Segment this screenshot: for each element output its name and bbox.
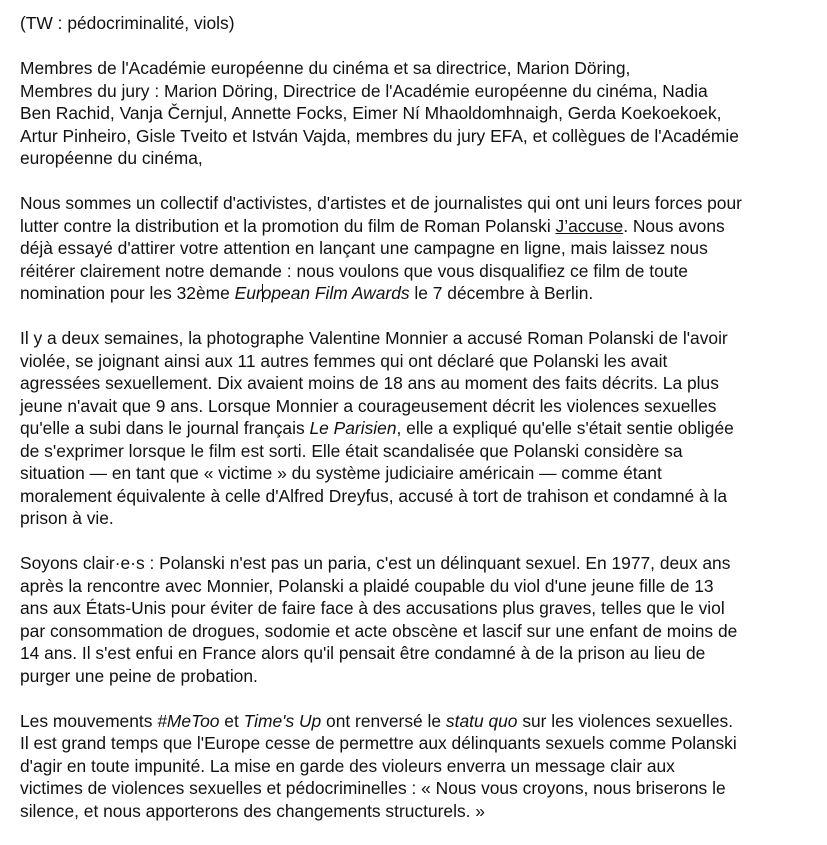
text-run: qu'elle a subi dans le journal français [20, 418, 310, 438]
text-run: . Nous avons [623, 215, 725, 236]
paragraph-line: 14 ans. Il s'est enfui en France alors qu'il pensait être condamné à de la prison au lieu de [20, 643, 706, 663]
text-run: , elle a expliqué qu'elle s'était sentie obligée [396, 418, 734, 438]
facts-paragraph [20, 552, 820, 687]
accusation-paragraph [20, 327, 820, 530]
salutation-line: Membres de l'Académie européenne du cinéma et sa directrice, Marion Döring, [20, 58, 631, 78]
text-run: lutter contre la distribution et la promotion du film de Roman Polanski [20, 215, 556, 236]
trigger-warning-text: (TW : pédocriminalité, viols) [20, 13, 235, 33]
paragraph-line: prison à vie. [20, 508, 114, 528]
paragraph-line: Nous sommes un collectif d'activistes, d'artistes et de journalistes qui ont uni leurs forces pour [20, 193, 742, 213]
paragraph-line [20, 215, 820, 238]
paragraph-line: victimes de violences sexuelles et pédocriminelles : « Nous vous croyons, nous briserons le [20, 778, 726, 798]
salutation-line: Ben Rachid, Vanja Černjul, Annette Focks, Eimer Ní Mhaoldomhnaigh, Gerda Koekoekoek, [20, 103, 722, 123]
film-title-link[interactable]: J’accuse [555, 215, 624, 236]
paragraph-line [20, 710, 820, 733]
paragraph-line [20, 282, 820, 305]
text-run: Les mouvements [20, 710, 158, 731]
newspaper-name: Le Parisien [309, 418, 397, 438]
demand-paragraph [20, 192, 820, 305]
latin-phrase: statu quo [445, 710, 518, 731]
salutation-line: européenne du cinéma, [20, 148, 203, 168]
paragraph-line: Il est grand temps que l'Europe cesse de permettre aux délinquants sexuels comme Polanski [20, 733, 737, 753]
text-run: nomination pour les 32ème [20, 283, 235, 303]
paragraph-line: de s'exprimer lorsque le film est sorti. Elle était scandalisée que Polanski considère sa [20, 440, 683, 461]
paragraph-line: d'agir en toute impunité. La mise en garde des violeurs enverra un message clair aux [20, 755, 675, 776]
paragraph-line: Soyons clair·e·s : Polanski n'est pas un paria, c'est un délinquant sexuel. En 1977, deux ans [20, 553, 731, 573]
paragraph-line: moralement équivalente à celle d'Alfred Dreyfus, accusé à tort de trahison et condamné à la [20, 485, 728, 506]
paragraph-line: après la rencontre avec Monnier, Polanski a plaidé coupable du viol d'une jeune fille de 13 [20, 575, 714, 596]
paragraph-line [20, 417, 820, 440]
paragraph-line: agressées sexuellement. Dix avaient moins de 18 ans au moment des faits décrits. La plus [20, 373, 719, 393]
award-name-part: opean Film Awards [261, 283, 410, 303]
paragraph-line: par consommation de drogues, sodomie et acte obscène et lascif sur une enfant de moins de [20, 620, 738, 641]
trigger-warning [20, 12, 820, 35]
paragraph-line: réitérer clairement notre demande : nous voulons que vous disqualifiez ce film de toute [20, 260, 688, 281]
salutation-line: Artur Pinheiro, Gisle Tveito et István Vajda, membres du jury EFA, et collègues de l'Académie [20, 125, 739, 146]
letter-document [20, 12, 820, 845]
paragraph-line: purger une peine de probation. [20, 665, 258, 686]
paragraph-line: déjà essayé d'attirer votre attention en lançant une campagne en ligne, mais laissez nous [20, 238, 708, 258]
text-run: ont renversé le [321, 710, 446, 731]
paragraph-line: Il y a deux semaines, la photographe Valentine Monnier a accusé Roman Polanski de l'avoir [20, 328, 728, 348]
paragraph-line: ans aux États-Unis pour éviter de faire face à des accusations plus graves, telles que le viol [20, 598, 725, 618]
text-run: et [219, 710, 244, 731]
paragraph-line: situation — en tant que « victime » du système judiciaire américain — comme étant [20, 463, 662, 483]
text-run: le 7 décembre à Berlin. [409, 283, 594, 303]
conclusion-paragraph [20, 710, 820, 823]
paragraph-line: jeune n'avait que 9 ans. Lorsque Monnier a courageusement décrit les violences sexuelles [20, 395, 717, 416]
salutation-paragraph [20, 57, 820, 170]
paragraph-line: violée, se joignant ainsi aux 11 autres femmes qui ont déclaré que Polanski les avait [20, 350, 668, 371]
movement-name: Time's Up [243, 710, 322, 731]
award-name-part: Eur [234, 283, 262, 303]
text-run: sur les violences sexuelles. [517, 710, 734, 731]
movement-name: #MeToo [157, 710, 220, 731]
salutation-line: Membres du jury : Marion Döring, Directrice de l'Académie européenne du cinéma, Nadia [20, 80, 708, 101]
paragraph-line: silence, et nous apporterons des changements structurels. » [20, 800, 485, 821]
